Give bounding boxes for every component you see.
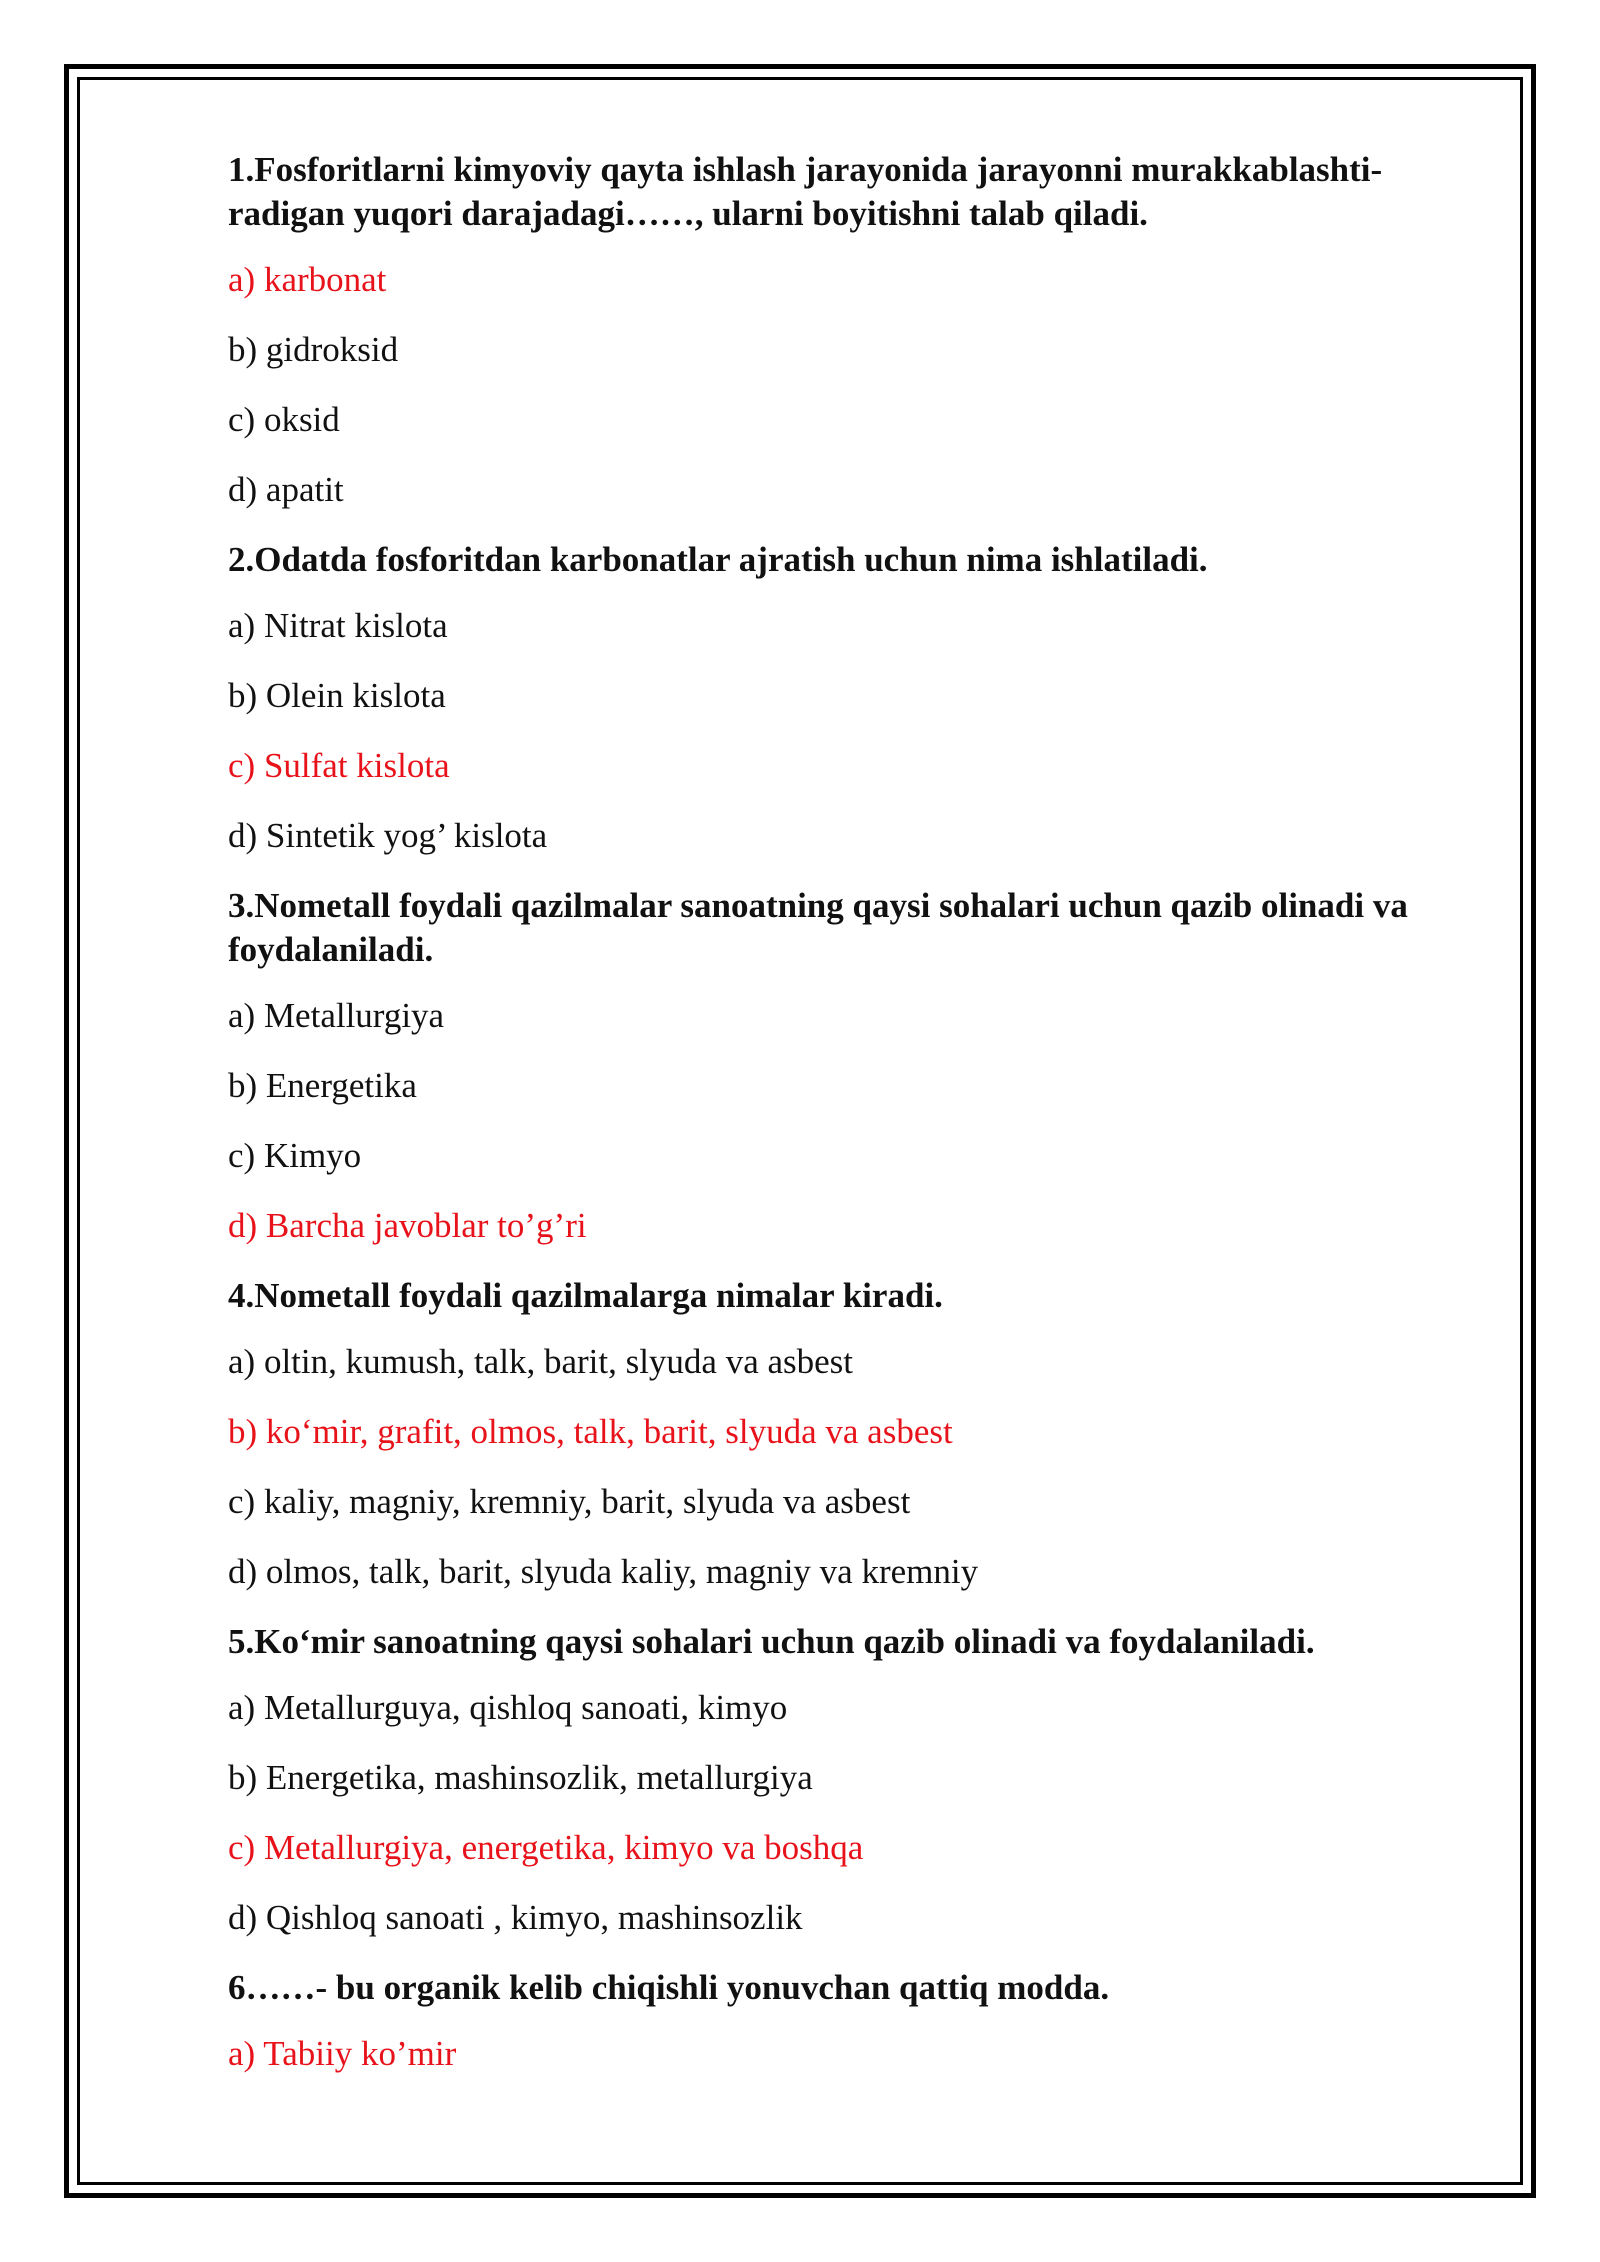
question-text: 3.Nometall foydali qazilmalar sanoatning qaysi sohalari uchun qazib olinadi va foydalaniladi. — [228, 886, 1408, 969]
answer-option-correct: c) Sulfat kislota — [228, 746, 450, 785]
question-block — [228, 1620, 1478, 1940]
question-text: 6……- bu organik kelib chiqishli yonuvchan qattiq modda. — [228, 1968, 1110, 2007]
answer-option-correct: a) karbonat — [228, 260, 387, 299]
answer-option: d) Qishloq sanoati , kimyo, mashinsozlik — [228, 1898, 803, 1937]
answer-option: c) Kimyo — [228, 1136, 362, 1175]
question-block — [228, 538, 1478, 858]
question-block — [228, 884, 1478, 1248]
answer-option-correct: b) ko‘mir, grafit, olmos, talk, barit, slyuda va asbest — [228, 1412, 953, 1451]
answer-option: b) gidroksid — [228, 330, 399, 369]
answer-option: d) apatit — [228, 470, 344, 509]
question-block — [228, 1966, 1478, 2076]
answer-option: b) Olein kislota — [228, 676, 446, 715]
answer-option: c) oksid — [228, 400, 340, 439]
answer-option: d) olmos, talk, barit, slyuda kaliy, magniy va kremniy — [228, 1552, 979, 1591]
answer-option-correct: d) Barcha javoblar to’g’ri — [228, 1206, 587, 1245]
question-text: 5.Ko‘mir sanoatning qaysi sohalari uchun qazib olinadi va foydalaniladi. — [228, 1622, 1315, 1661]
answer-option: b) Energetika, mashinsozlik, metallurgiya — [228, 1758, 813, 1797]
question-text: 1.Fosforitlarni kimyoviy qayta ishlash jarayonida jarayonni murakkablashti-radigan yuqori darajadagi……, ularni boyitishni talab qiladi. — [228, 150, 1383, 233]
question-text: 2.Odatda fosforitdan karbonatlar ajratish uchun nima ishlatiladi. — [228, 540, 1208, 579]
answer-option-correct: c) Metallurgiya, energetika, kimyo va boshqa — [228, 1828, 864, 1867]
answer-option: b) Energetika — [228, 1066, 417, 1105]
answer-option: a) Metallurguya, qishloq sanoati, kimyo — [228, 1688, 788, 1727]
answer-option-correct: a) Tabiiy ko’mir — [228, 2034, 457, 2073]
quiz-content — [228, 148, 1478, 2102]
answer-option: c) kaliy, magniy, kremniy, barit, slyuda va asbest — [228, 1482, 911, 1521]
answer-option: a) Metallurgiya — [228, 996, 445, 1035]
question-block — [228, 148, 1478, 512]
question-block — [228, 1274, 1478, 1594]
question-text: 4.Nometall foydali qazilmalarga nimalar kiradi. — [228, 1276, 943, 1315]
answer-option: d) Sintetik yog’ kislota — [228, 816, 548, 855]
answer-option: a) oltin, kumush, talk, barit, slyuda va asbest — [228, 1342, 854, 1381]
answer-option: a) Nitrat kislota — [228, 606, 448, 645]
